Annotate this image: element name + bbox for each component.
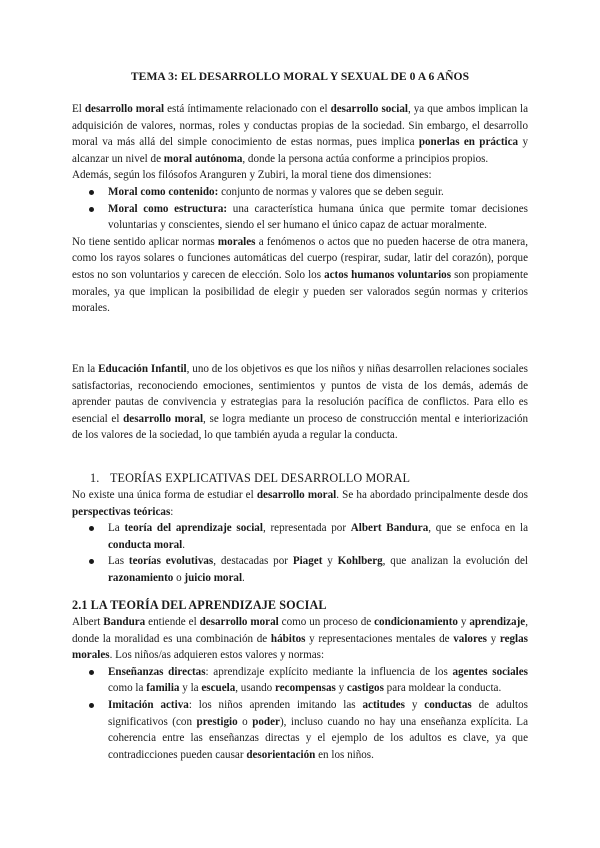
bold-text: desarrollo moral — [199, 616, 279, 628]
text-run: de adultos significativos (con — [108, 698, 528, 728]
text-run: : los niños aprenden imitando las — [188, 698, 363, 711]
text-run: No existe una única forma de estudiar el — [72, 489, 257, 501]
text-run: En la — [72, 363, 99, 375]
text-run: como un proceso de — [278, 616, 375, 628]
section-number: 1. — [90, 471, 100, 485]
text-run: y alcanzar un nivel de — [72, 136, 528, 165]
bold-text: conductas — [424, 698, 472, 711]
text-run: y — [322, 555, 338, 568]
list-item — [72, 184, 528, 201]
text-run: , destacadas por — [213, 555, 293, 568]
document-title: TEMA 3: EL DESARROLLO MORAL Y SEXUAL DE 0 A 6 AÑOS — [130, 70, 470, 83]
text-run: , que se enfoca en la — [428, 522, 529, 535]
text-run: o — [237, 715, 253, 728]
bold-text: Moral como estructura: — [108, 202, 228, 215]
text-run: , donde la persona actúa conforme a principios propios. — [242, 152, 489, 165]
text-run: Las — [108, 555, 129, 568]
bullet-icon — [89, 703, 94, 708]
text-run: Además, según los filósofos Aranguren y Zubiri, la moral tiene dos dimensiones: — [72, 169, 432, 182]
bold-text: Moral como contenido: — [108, 185, 219, 198]
bold-text: morales — [217, 235, 256, 248]
text-run: a fenómenos o actos que no pueden hacerse de otra manera, como los rayos solares o funciones automáticas del cuerpo (respirar, sudar, latir del corazón), porque estos no son voluntarios y carecen de elección. Solo los — [72, 235, 528, 281]
text-run: ), incluso cuando no hay una enseñanza explícita. La coherencia entre las enseñanzas directas y el ejemplo de los adultos es clave, ya que contradicciones pueden causar — [108, 715, 528, 761]
bold-text: desorientación — [246, 748, 316, 761]
text-run: está íntimamente relacionado con el — [164, 103, 331, 115]
intro-section — [72, 101, 528, 317]
bullet-icon — [89, 526, 94, 531]
text-run: , uno de los objetivos es que los niños y niñas desarrollen relaciones sociales satisfactorias, reconociendo emociones, sentimientos y puntos de vista de los demás, además de aprender pautas de convivencia y estrategias para la resolución pacífica de conflictos. Para ello es esencial el — [72, 363, 528, 425]
bold-text: Bandura — [103, 616, 146, 628]
text-run: , representada por — [262, 522, 351, 535]
text-run: para moldear la conducta. — [383, 682, 502, 695]
text-run: . — [242, 571, 245, 584]
bold-text: aprendizaje — [469, 616, 526, 628]
bold-text: Enseñanzas directas — [108, 665, 206, 678]
text-run: : aprendizaje explícito mediante la influencia de los — [205, 665, 453, 678]
list-item — [72, 697, 528, 763]
bold-text: actitudes — [362, 698, 405, 711]
text-run: , ya que ambos implican la adquisición de valores, normas, roles y conductas propias de la sociedad. Sin embargo, el desarrollo moral va más allá del simple conocimiento de estas normas, pues implica — [72, 103, 529, 149]
paragraph — [72, 101, 528, 167]
bold-text: teorías evolutivas — [128, 555, 214, 568]
text-run: La — [108, 522, 125, 535]
text-run: y la — [179, 682, 202, 695]
text-run: conjunto de normas y valores que se deben seguir. — [218, 185, 444, 198]
text-run: , se logra mediante un proceso de construcción mental e interiorización de los valores de la sociedad, lo que también ayuda a regular la conducta. — [72, 412, 528, 442]
text-run: una característica humana única que permite tomar decisiones voluntarias y conscientes, siendo el ser humano el único capaz de actuar moralmente. — [108, 202, 528, 232]
bold-text: Piaget — [292, 555, 323, 568]
bold-text: razonamiento — [108, 571, 174, 584]
bold-text: desarrollo moral — [123, 412, 204, 425]
theories-section — [72, 487, 528, 587]
bold-text: juicio moral — [184, 571, 243, 584]
text-run: y — [486, 632, 500, 645]
bold-text: moral autónoma — [163, 152, 243, 165]
text-run: son propiamente morales, ya que implican la posibilidad de elegir y pueden ser valorados según normas y criterios morales. — [72, 268, 528, 315]
bold-text: Albert Bandura — [350, 522, 429, 535]
bold-text: poder — [252, 715, 280, 728]
bold-text: desarrollo moral — [84, 103, 165, 115]
bold-text: teoría del aprendizaje social — [124, 522, 263, 535]
bullet-icon — [89, 190, 94, 195]
bold-text: castigos — [346, 682, 384, 695]
bold-text: desarrollo moral — [256, 489, 337, 501]
bold-text: Educación Infantil — [98, 363, 187, 375]
text-run: y — [335, 682, 347, 695]
bold-text: desarrollo social — [330, 103, 408, 115]
list-item — [72, 520, 528, 553]
bold-text: familia — [146, 682, 180, 695]
paragraph — [72, 614, 528, 664]
bullet-icon — [89, 670, 94, 675]
paragraph — [72, 487, 528, 520]
text-run: No tiene sentido aplicar normas — [72, 235, 218, 248]
bold-text: Kohlberg — [337, 555, 383, 568]
social-learning-section — [72, 614, 528, 763]
bullet-list — [72, 520, 528, 586]
bold-text: Imitación activa — [108, 698, 189, 711]
bold-text: recompensas — [275, 682, 336, 695]
text-run: en los niños. — [315, 748, 374, 761]
bullet-icon — [89, 559, 94, 564]
bold-text: ponerlas en práctica — [418, 136, 519, 149]
bullet-list — [72, 184, 528, 234]
text-run: , que analizan la evolución del — [382, 555, 529, 568]
text-run: , usando — [235, 682, 275, 695]
infantil-section — [72, 361, 528, 444]
bullet-list — [72, 664, 528, 764]
text-run: . Se ha abordado principalmente desde dos — [336, 489, 528, 501]
list-item — [72, 664, 528, 697]
text-run: : — [170, 505, 174, 518]
section-heading — [90, 470, 410, 487]
text-run: El — [72, 103, 85, 115]
text-run: y representaciones mentales de — [305, 632, 454, 645]
text-run: y — [457, 616, 470, 628]
bold-text: reglas morales — [72, 632, 528, 662]
bold-text: conducta moral — [108, 538, 183, 551]
bold-text: perspectivas teóricas — [72, 505, 171, 518]
list-item — [72, 553, 528, 586]
section-title: TEORÍAS EXPLICATIVAS DEL DESARROLLO MORAL — [110, 471, 410, 485]
subsection-heading: 2.1 LA TEORÍA DEL APRENDIZAJE SOCIAL — [72, 598, 327, 612]
bold-text: condicionamiento — [374, 616, 458, 628]
text-run: o — [173, 571, 185, 584]
paragraph — [72, 167, 528, 184]
paragraph — [72, 234, 528, 317]
bullet-icon — [89, 207, 94, 212]
text-run: . — [182, 538, 186, 551]
text-run: , donde la moralidad es una combinación de — [72, 616, 528, 645]
bold-text: agentes sociales — [452, 665, 528, 678]
text-run: . Los niños/as adquieren estos valores y normas: — [109, 649, 325, 662]
bold-text: valores — [453, 632, 487, 645]
bold-text: actos humanos voluntarios — [324, 268, 452, 281]
paragraph — [72, 361, 528, 444]
text-run: entiende el — [145, 616, 200, 628]
bold-text: prestigio — [196, 715, 238, 728]
bold-text: hábitos — [270, 632, 306, 645]
text-run: como la — [108, 682, 147, 695]
bold-text: escuela — [201, 682, 236, 695]
text-run: y — [405, 698, 425, 711]
text-run: Albert — [72, 616, 104, 628]
list-item — [72, 201, 528, 234]
